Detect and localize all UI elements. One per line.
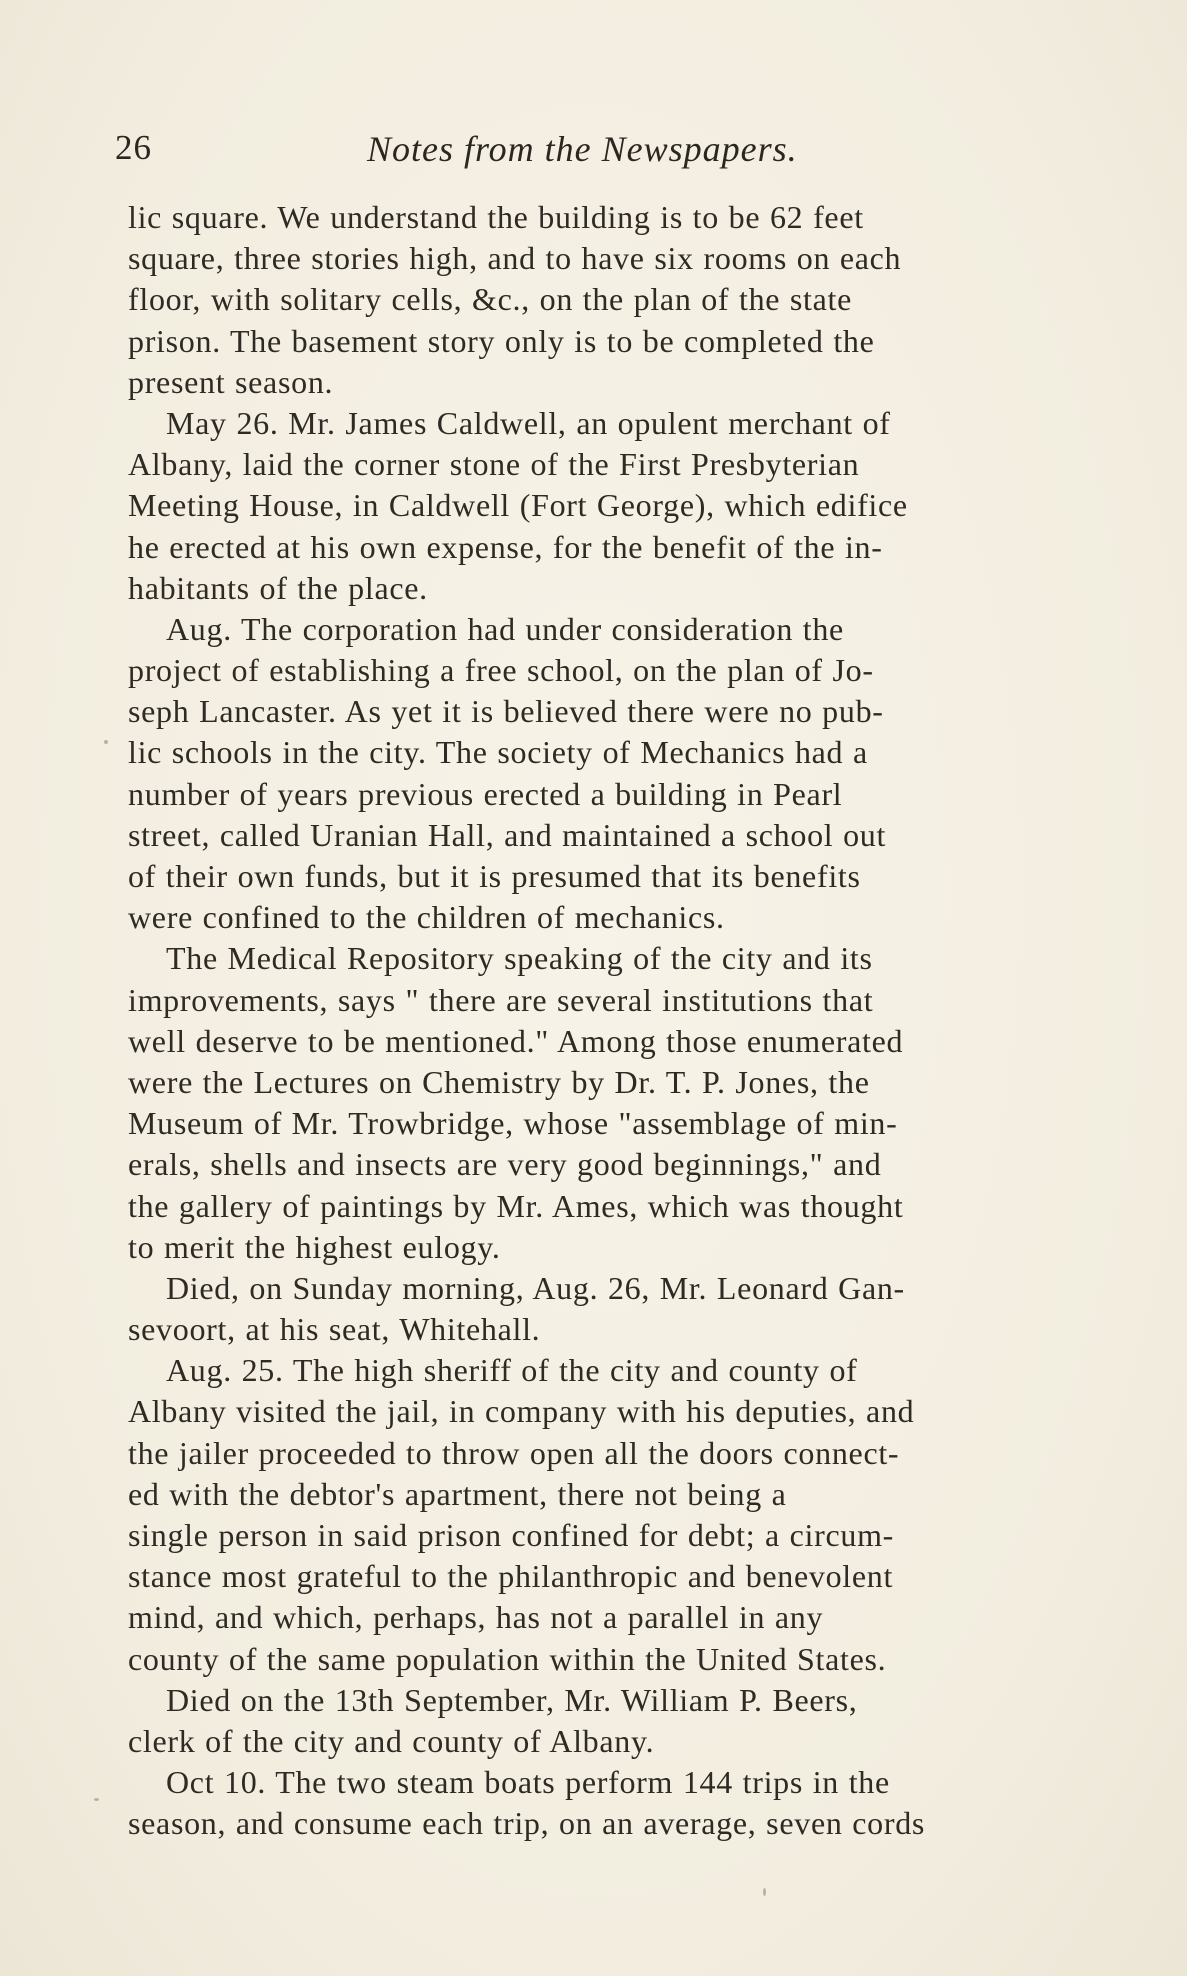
- text-line: mind, and which, perhaps, has not a parallel in any: [128, 1599, 824, 1636]
- text-line: ed with the debtor's apartment, there not being a: [128, 1475, 787, 1512]
- text-line: season, and consume each trip, on an average, seven cords: [128, 1805, 926, 1842]
- text-line: Oct 10. The two steam boats perform 144 trips in the: [166, 1764, 890, 1801]
- text-line: Aug. The corporation had under consideration the: [166, 610, 844, 647]
- paper-speck: [763, 1888, 766, 1896]
- page-number: 26: [115, 128, 152, 167]
- text-line: were confined to the children of mechanics.: [128, 899, 725, 936]
- text-line: Albany, laid the corner stone of the First Presbyterian: [128, 446, 860, 483]
- text-line: Meeting House, in Caldwell (Fort George), which edifice: [128, 487, 908, 524]
- text-line: to merit the highest eulogy.: [128, 1228, 501, 1265]
- text-line: county of the same population within the United States.: [128, 1640, 887, 1677]
- text-line: stance most grateful to the philanthropic and benevolent: [128, 1558, 894, 1595]
- text-line: project of establishing a free school, on the plan of Jo-: [128, 652, 874, 689]
- running-title: Notes from the Newspapers.: [367, 129, 798, 169]
- page-header: [115, 128, 875, 176]
- text-line: Died on the 13th September, Mr. William P. Beers,: [166, 1681, 858, 1718]
- text-line: the gallery of paintings by Mr. Ames, which was thought: [128, 1187, 904, 1224]
- text-line: The Medical Repository speaking of the city and its: [166, 940, 873, 977]
- text-line: Aug. 25. The high sheriff of the city and county of: [166, 1352, 858, 1389]
- text-line: number of years previous erected a building in Pearl: [128, 775, 843, 812]
- text-line: Died, on Sunday morning, Aug. 26, Mr. Leonard Gan-: [166, 1269, 905, 1306]
- text-line: were the Lectures on Chemistry by Dr. T. P. Jones, the: [128, 1063, 870, 1100]
- text-line: single person in said prison confined for debt; a circum-: [128, 1517, 895, 1553]
- paper-speck: [104, 740, 108, 744]
- text-line: clerk of the city and county of Albany.: [128, 1722, 655, 1759]
- text-line: Albany visited the jail, in company with his deputies, and: [128, 1393, 915, 1430]
- text-line: he erected at his own expense, for the benefit of the in-: [128, 528, 883, 565]
- paper-speck: [94, 1798, 99, 1801]
- text-line: of their own funds, but it is presumed that its benefits: [128, 858, 861, 894]
- text-line: habitants of the place.: [128, 569, 428, 606]
- text-line: lic schools in the city. The society of Mechanics had a: [128, 734, 868, 771]
- text-line: well deserve to be mentioned." Among those enumerated: [128, 1022, 904, 1059]
- text-line: street, called Uranian Hall, and maintained a school out: [128, 816, 887, 853]
- text-line: lic square. We understand the building is to be 62 feet: [128, 199, 864, 235]
- text-line: erals, shells and insects are very good beginnings," and: [128, 1146, 882, 1183]
- text-line: sevoort, at his seat, Whitehall.: [128, 1311, 541, 1348]
- text-line: prison. The basement story only is to be completed the: [128, 322, 875, 359]
- text-line: square, three stories high, and to have six rooms on each: [128, 240, 902, 277]
- text-line: seph Lancaster. As yet it is believed there were no pub-: [128, 693, 884, 730]
- text-line: floor, with solitary cells, &c., on the plan of the state: [128, 281, 853, 318]
- text-line: May 26. Mr. James Caldwell, an opulent merchant of: [166, 404, 891, 441]
- text-line: Museum of Mr. Trowbridge, whose "assemblage of min-: [128, 1105, 898, 1142]
- text-line: improvements, says " there are several institutions that: [128, 981, 874, 1018]
- body-text: [128, 197, 1128, 1845]
- text-line: the jailer proceeded to throw open all the doors connect-: [128, 1434, 900, 1471]
- text-line: present season.: [128, 363, 334, 400]
